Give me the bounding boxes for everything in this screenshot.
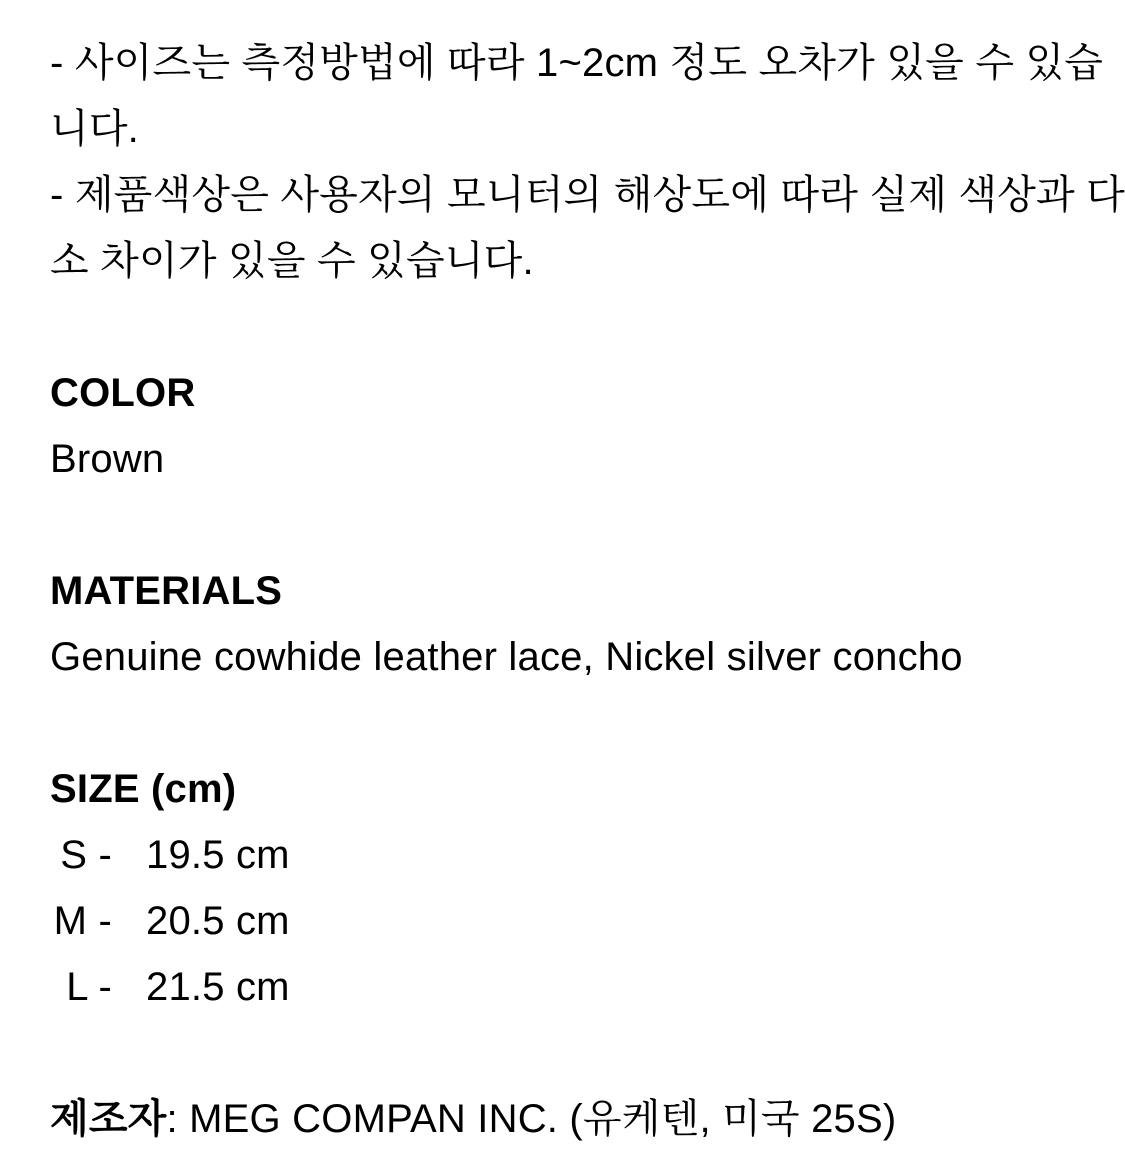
product-notes — [50, 30, 1125, 294]
size-label-l: L - — [66, 965, 112, 1009]
color-heading: COLOR — [50, 371, 196, 415]
materials-value: Genuine cowhide leather lace, Nickel silver concho — [50, 635, 963, 679]
note-line-4: 소 차이가 있을 수 있습니다. — [50, 239, 534, 283]
size-label-s: S - — [60, 833, 112, 877]
note-line-2: 니다. — [50, 107, 139, 151]
size-heading: SIZE (cm) — [50, 767, 237, 811]
size-row-l — [50, 954, 1075, 1020]
manufacturer-details: : MEG COMPAN INC. (유케텐, 미국 25S) — [166, 1097, 897, 1141]
size-label-m: M - — [53, 899, 112, 943]
materials-heading: MATERIALS — [50, 569, 283, 613]
size-section — [50, 756, 1075, 1020]
manufacturer-label: 제조자 — [50, 1097, 167, 1141]
materials-section — [50, 558, 1075, 690]
color-section — [50, 360, 1075, 492]
size-value-l: 21.5 cm — [146, 965, 290, 1009]
manufacturer-line — [50, 1086, 1075, 1152]
note-line-1: - 사이즈는 측정방법에 따라 1~2cm 정도 오차가 있을 수 있습 — [50, 41, 1104, 85]
size-row-m — [50, 888, 1075, 954]
size-value-m: 20.5 cm — [146, 899, 290, 943]
color-value: Brown — [50, 437, 165, 481]
note-line-3: - 제품색상은 사용자의 모니터의 해상도에 따라 실제 색상과 다 — [50, 173, 1125, 217]
size-value-s: 19.5 cm — [146, 833, 290, 877]
size-row-s — [50, 822, 1075, 888]
